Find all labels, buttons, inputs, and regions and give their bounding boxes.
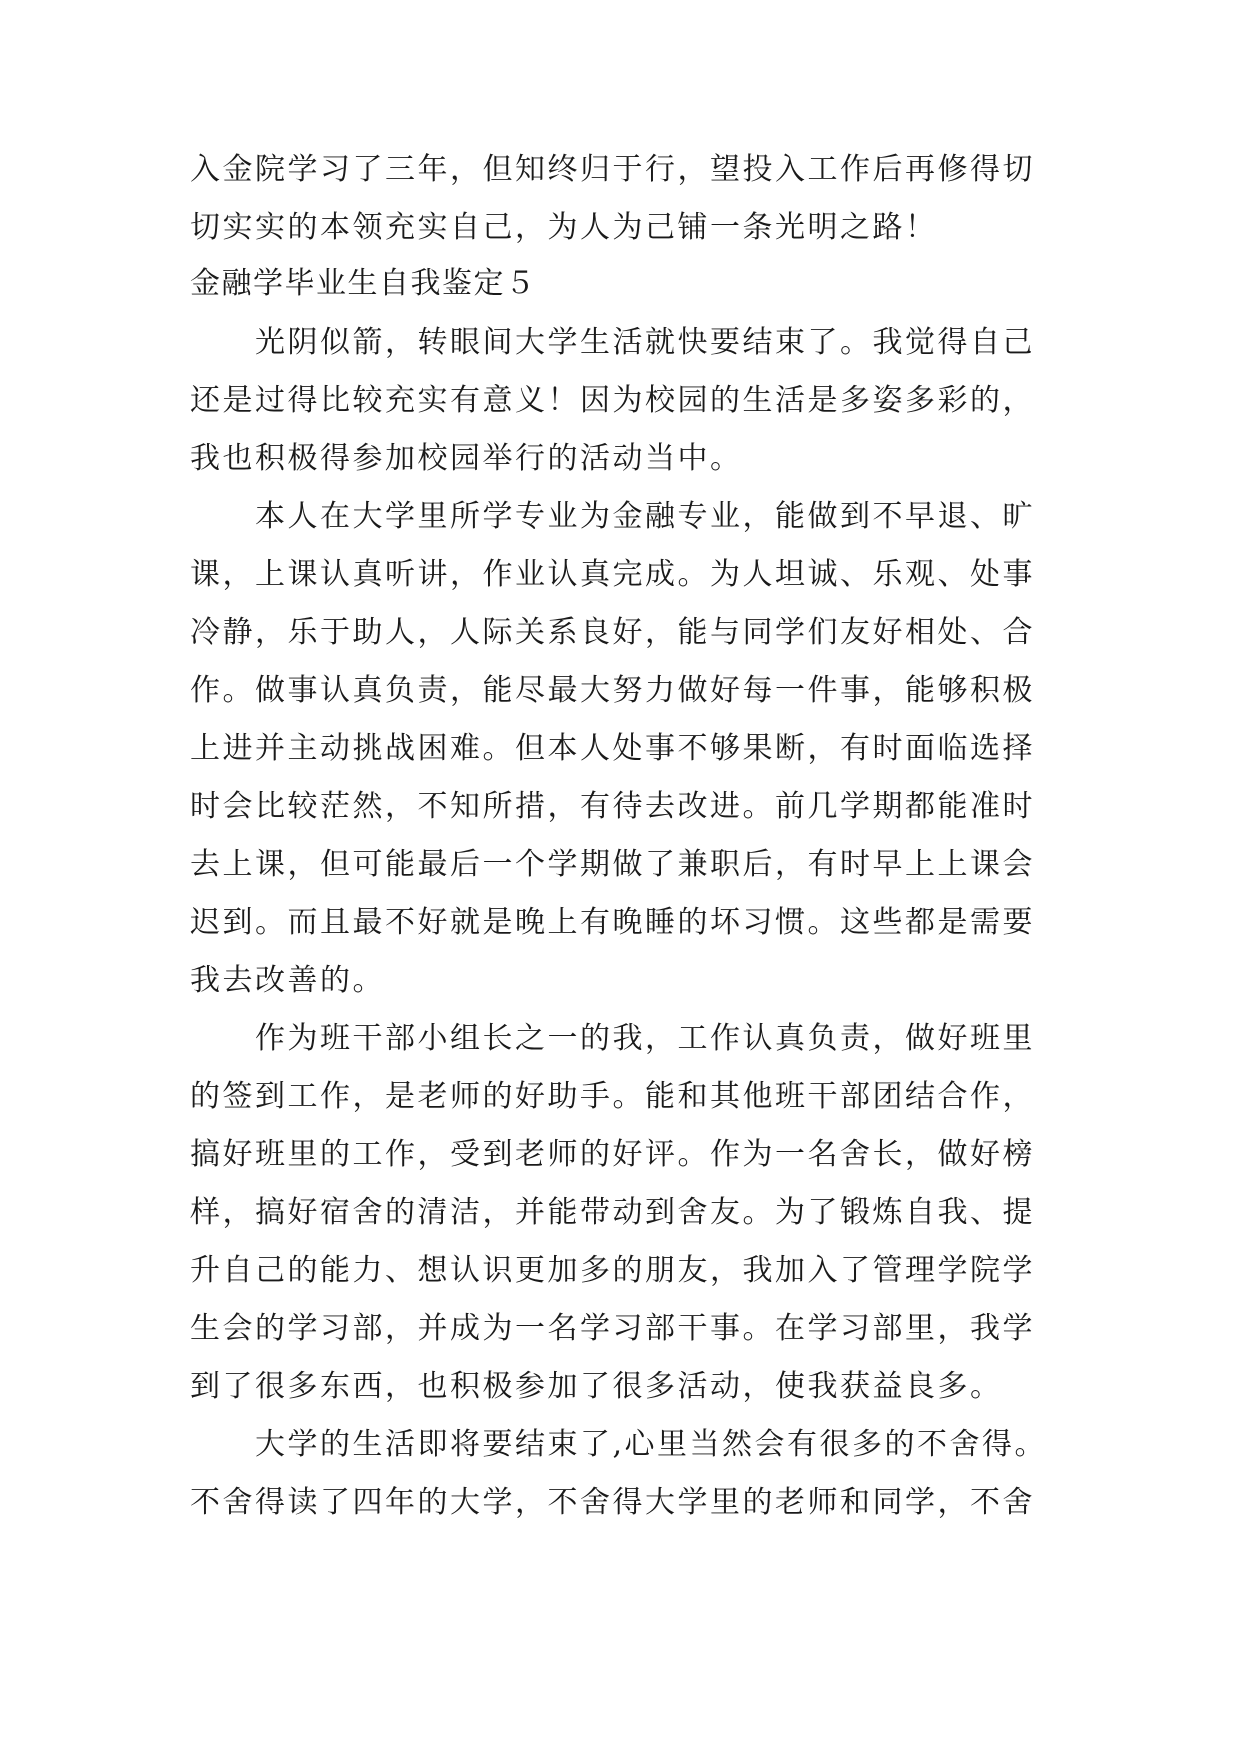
text-line: 到了很多东西，也积极参加了很多活动，使我获益良多。 (190, 1369, 1003, 1404)
text-line: 样，搞好宿舍的清洁，并能带动到舍友。为了锻炼自我、提 (190, 1195, 1035, 1230)
text-line: 升自己的能力、想认识更加多的朋友，我加入了管理学院学 (190, 1253, 1035, 1288)
text-line: 上进并主动挑战困难。但本人处事不够果断，有时面临选择 (190, 731, 1035, 766)
section-title: 金融学毕业生自我鉴定５ (190, 266, 537, 301)
text-line: 生会的学习部，并成为一名学习部干事。在学习部里，我学 (190, 1311, 1035, 1346)
text-line: 大学的生活即将要结束了,心里当然会有很多的不舍得。 (255, 1427, 1048, 1462)
text-line: 本人在大学里所学专业为金融专业，能做到不早退、旷 (255, 499, 1035, 534)
text-line: 作为班干部小组长之一的我，工作认真负责，做好班里 (255, 1021, 1035, 1056)
text-line: 迟到。而且最不好就是晚上有晚睡的坏习惯。这些都是需要 (190, 905, 1035, 940)
text-line: 作。做事认真负责，能尽最大努力做好每一件事，能够积极 (190, 673, 1035, 708)
text-line: 去上课，但可能最后一个学期做了兼职后，有时早上上课会 (190, 847, 1035, 882)
text-line: 光阴似箭，转眼间大学生活就快要结束了。我觉得自己 (255, 325, 1035, 360)
text-line: 我去改善的。 (190, 963, 385, 998)
text-line: 不舍得读了四年的大学，不舍得大学里的老师和同学，不舍 (190, 1485, 1035, 1520)
text-line: 还是过得比较充实有意义！因为校园的生活是多姿多彩的， (190, 383, 1035, 418)
text-line: 课，上课认真听讲，作业认真完成。为人坦诚、乐观、处事 (190, 557, 1035, 592)
text-line: 冷静，乐于助人，人际关系良好，能与同学们友好相处、合 (190, 615, 1035, 650)
text-line: 的签到工作，是老师的好助手。能和其他班干部团结合作， (190, 1079, 1035, 1114)
text-line: 搞好班里的工作，受到老师的好评。作为一名舍长，做好榜 (190, 1137, 1035, 1172)
text-line: 时会比较茫然，不知所措，有待去改进。前几学期都能准时 (190, 789, 1035, 824)
text-line: 我也积极得参加校园举行的活动当中。 (190, 441, 743, 476)
text-line: 切实实的本领充实自己，为人为己铺一条光明之路！ (190, 210, 938, 245)
text-line: 入金院学习了三年，但知终归于行，望投入工作后再修得切 (190, 152, 1035, 187)
